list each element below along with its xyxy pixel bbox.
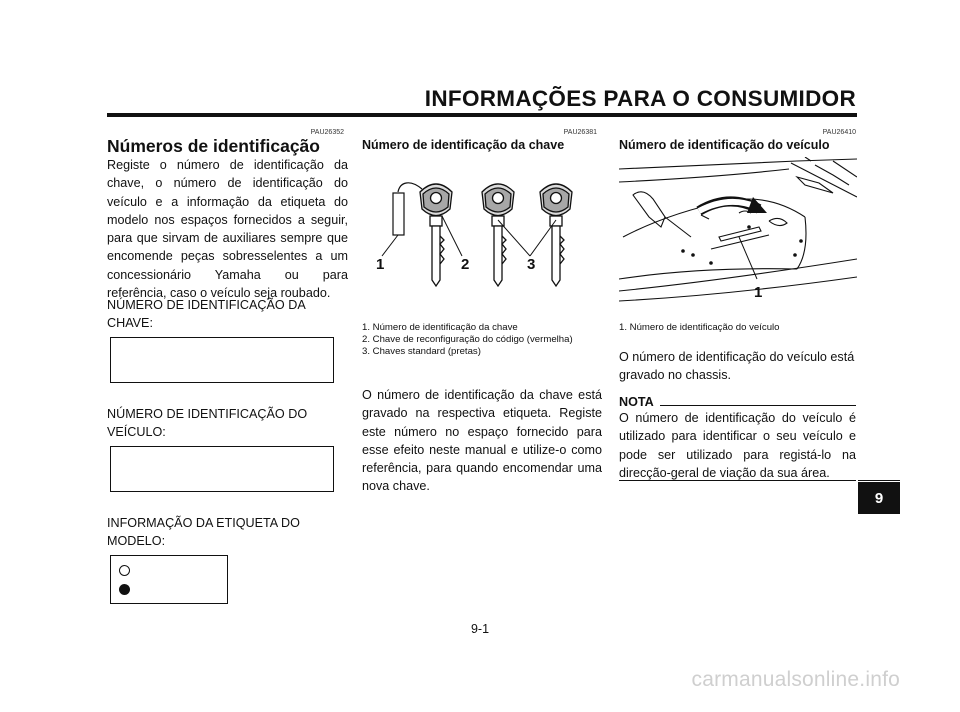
header-rule [107,113,857,117]
keys-illustration [362,162,602,312]
chapter-tab: 9 [858,482,900,514]
caption-item: 3. Chaves standard (pretas) [362,346,481,357]
vin-paragraph: O número de identificação do veículo está gravado no chassis. [619,350,855,383]
caption-item: 1. Número de identificação do veículo [619,322,780,333]
chapter-title: INFORMAÇÕES PARA O CONSUMIDOR [424,86,856,111]
section-heading: Número de identificação do veículo [619,138,830,152]
chassis-illustration [619,157,857,315]
figure-captions [362,322,602,358]
chapter-tab-rule [858,480,900,481]
intro-paragraph: Registe o número de identificação da chave, o número de identificação do veículo e a informação da etiqueta do modelo nos espaços fornecidos a seguir, para que sirvam de auxiliares sempre que encomende peças sobresselentes a um concessionário Yamaha ou para referência, caso o veículo seja roubado. [107,158,348,301]
callout-3: 3 [527,256,536,273]
key-paragraph: O número de identificação da chave está gravado na respectiva etiqueta. Registe este número no espaço fornecido para esse efeito neste manual e utilize-o como referência, para quando encomendar uma nova chave. [362,388,602,494]
callout-1: 1 [754,284,763,301]
caption-item: 1. Número de identificação da chave [362,322,518,333]
model-label-text: INFORMAÇÃO DA ETIQUETA DO MODELO: [107,516,300,548]
section-code: PAU26381 [563,129,597,136]
model-label-write-box [110,555,228,604]
section-heading: Número de identificação da chave [362,138,565,152]
filled-circle-icon [119,584,130,595]
section-heading: Números de identificação [107,136,320,156]
empty-circle-icon [119,565,130,576]
nota-title: NOTA [619,395,654,409]
figure-captions [619,322,857,334]
nota-header [619,395,856,409]
section-code: PAU26352 [310,129,344,136]
callout-2: 2 [461,256,470,273]
nota-text: O número de identificação do veículo é utilizado para identificar o seu veículo e pode ser utilizado para registá-lo na direcção-geral de viação da sua área. [619,411,856,480]
page-number: 9-1 [470,622,490,636]
watermark: carmanualsonline.info [691,668,900,691]
vin-label: NÚMERO DE IDENTIFICAÇÃO DO VEÍCULO: [107,407,308,439]
key-id-label: NÚMERO DE IDENTIFICAÇÃO DA CHAVE: [107,298,306,330]
callout-1: 1 [376,256,385,273]
caption-item: 2. Chave de reconfiguração do código (vermelha) [362,334,573,345]
key-id-write-box [110,337,334,383]
section-code: PAU26410 [822,129,856,136]
vin-write-box [110,446,334,492]
nota-end-rule [619,480,856,481]
nota-rule [660,405,856,406]
